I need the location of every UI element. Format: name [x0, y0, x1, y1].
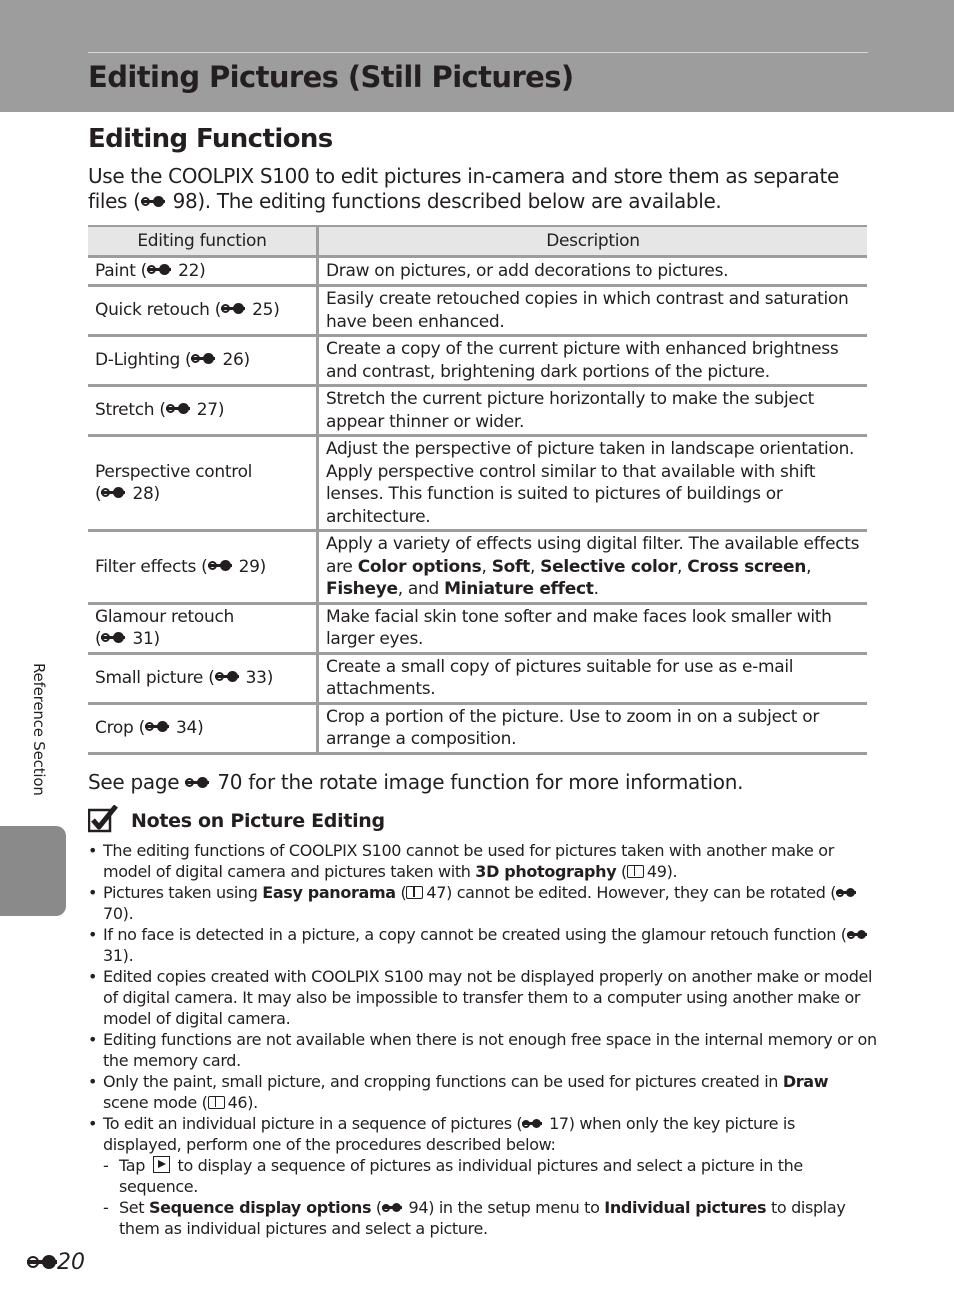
reference-section-icon — [221, 302, 245, 316]
reference-section-icon — [522, 1118, 542, 1130]
editing-functions-table — [88, 225, 867, 755]
manual-page-icon — [208, 1096, 225, 1109]
table-row — [88, 603, 867, 653]
description-cell: Apply a variety of effects using digital filter. The available effects are Color options, Soft, Selective color, Cross screen, Fisheye, and Miniature effect. — [318, 531, 868, 604]
description-cell: Draw on pictures, or add decorations to pictures. — [318, 257, 868, 286]
header-rule — [88, 52, 868, 53]
reference-section-icon — [215, 670, 239, 684]
manual-page-icon — [627, 865, 644, 878]
reference-section-icon — [191, 352, 215, 366]
description-cell: Create a copy of the current picture with enhanced brightness and contrast, brightening dark portions of the picture. — [318, 336, 868, 386]
function-cell: Paint ( 22) — [88, 257, 318, 286]
description-cell: Crop a portion of the picture. Use to zoom in on a subject or arrange a composition. — [318, 703, 868, 753]
table-row — [88, 386, 867, 436]
column-header-function: Editing function — [88, 226, 318, 257]
checkmark-note-icon — [88, 805, 118, 833]
description-cell: Create a small copy of pictures suitable for use as e-mail attachments. — [318, 653, 868, 703]
page-number: 20 — [27, 1250, 85, 1275]
reference-section-icon — [141, 195, 165, 209]
header-band — [0, 0, 954, 112]
sub-list-item: - Set Sequence display options ( 94) in the setup menu to Individual pictures to display them as individual pictures and select a picture. — [103, 1197, 878, 1239]
list-item: • Editing functions are not available when there is not enough free space in the internal memory or on the memory card. — [88, 1029, 878, 1071]
list-item: • To edit an individual picture in a sequence of pictures ( 17) when only the key picture is displayed, perform one of the procedures described below: - Tap to display a sequence of pictures as individual pictures and select a picture in the sequence. - Set Sequence display options ( 94) in the setup menu to Individual pictures to display them as individual pictures and select a picture. — [88, 1113, 878, 1239]
description-cell: Stretch the current picture horizontally to make the subject appear thinner or wider. — [318, 386, 868, 436]
function-cell: Quick retouch ( 25) — [88, 286, 318, 336]
table-row — [88, 436, 867, 531]
function-cell: Crop ( 34) — [88, 703, 318, 753]
reference-section-icon — [101, 486, 125, 500]
table-row — [88, 531, 867, 604]
reference-section-icon — [27, 1254, 57, 1270]
table-row — [88, 286, 867, 336]
function-cell: Filter effects ( 29) — [88, 531, 318, 604]
list-item: • Pictures taken using Easy panorama ( 47) cannot be edited. However, they can be rotated ( 70). — [88, 882, 878, 924]
reference-section-icon — [185, 776, 209, 790]
table-row — [88, 703, 867, 753]
function-cell: Perspective control ( 28) — [88, 436, 318, 531]
table-header-row — [88, 226, 867, 257]
list-item: • Edited copies created with COOLPIX S100 may not be displayed properly on another make or model of digital camera. It may also be impossible to transfer them to a computer using another make or model of digital camera. — [88, 966, 878, 1029]
reference-section-icon — [101, 631, 125, 645]
reference-section-icon — [166, 402, 190, 416]
table-row — [88, 336, 867, 386]
reference-section-icon — [145, 720, 169, 734]
section-title: Editing Functions — [88, 124, 333, 154]
list-item: • If no face is detected in a picture, a copy cannot be created using the glamour retouch function ( 31). — [88, 924, 878, 966]
description-cell: Easily create retouched copies in which contrast and saturation have been enhanced. — [318, 286, 868, 336]
column-header-description: Description — [318, 226, 868, 257]
function-cell: D-Lighting ( 26) — [88, 336, 318, 386]
see-page-note: See page 70 for the rotate image function for more information. — [88, 770, 744, 794]
page-title: Editing Pictures (Still Pictures) — [88, 60, 574, 94]
function-cell: Stretch ( 27) — [88, 386, 318, 436]
side-section-tab — [0, 826, 66, 916]
reference-section-icon — [208, 559, 232, 573]
sub-list — [103, 1155, 878, 1239]
description-cell: Make facial skin tone softer and make faces look smaller with larger eyes. — [318, 603, 868, 653]
reference-section-icon — [382, 1202, 402, 1214]
function-cell: Small picture ( 33) — [88, 653, 318, 703]
notes-title: Notes on Picture Editing — [131, 810, 385, 832]
manual-page-icon — [406, 886, 423, 899]
list-item: • The editing functions of COOLPIX S100 cannot be used for pictures taken with another make or model of digital camera and pictures taken with 3D photography ( 49). — [88, 840, 878, 882]
list-item: • Only the paint, small picture, and cropping functions can be used for pictures created in Draw scene mode ( 46). — [88, 1071, 878, 1113]
table-row — [88, 653, 867, 703]
table-row — [88, 257, 867, 286]
reference-section-icon — [847, 929, 867, 941]
notes-list — [88, 840, 878, 1239]
reference-section-icon — [147, 263, 171, 277]
intro-paragraph: Use the COOLPIX S100 to edit pictures in-camera and store them as separate files ( 98). The editing functions described below are available. — [88, 164, 839, 213]
sub-list-item: - Tap to display a sequence of pictures as individual pictures and select a picture in the sequence. — [103, 1155, 878, 1197]
function-cell: Glamour retouch ( 31) — [88, 603, 318, 653]
description-cell: Adjust the perspective of picture taken in landscape orientation. Apply perspective control similar to that available with shift lenses. This function is suited to pictures of buildings or architecture. — [318, 436, 868, 531]
reference-section-icon — [836, 887, 856, 899]
side-section-label: Reference Section — [30, 663, 48, 796]
playback-button-icon — [153, 1156, 170, 1173]
